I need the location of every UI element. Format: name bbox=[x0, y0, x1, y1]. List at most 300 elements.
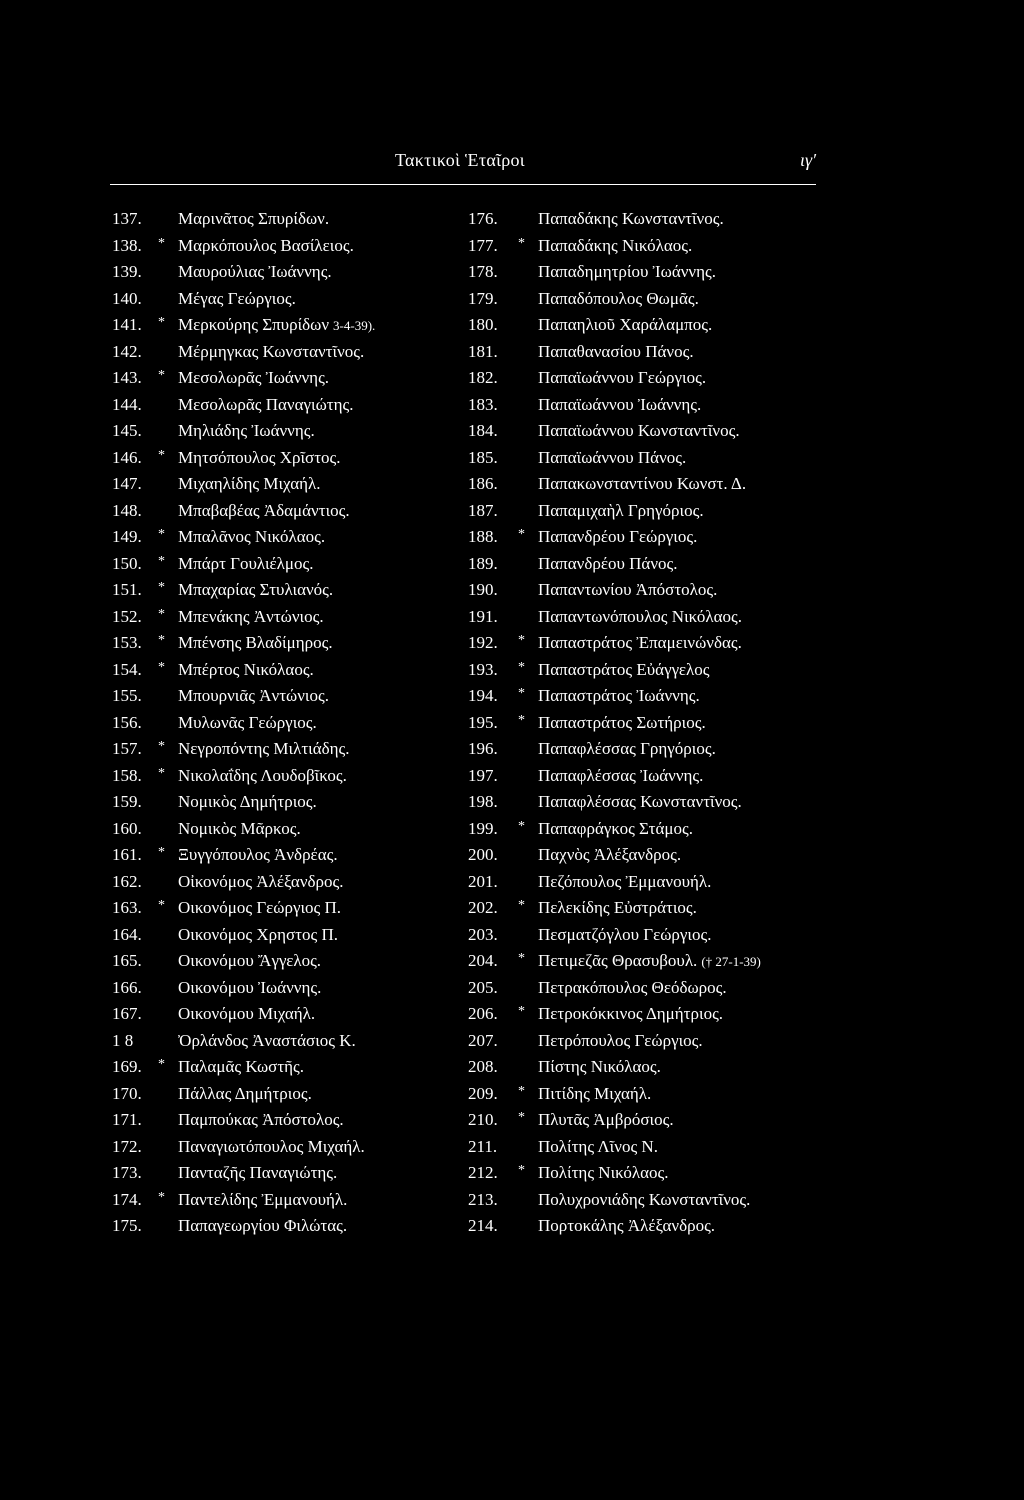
entry-number: 202. bbox=[468, 898, 498, 917]
asterisk-mark: * bbox=[518, 686, 525, 701]
member-name-text: Παπαστράτος Σωτήριος. bbox=[538, 712, 706, 732]
member-name bbox=[538, 312, 716, 340]
member-entry bbox=[468, 1187, 828, 1214]
entry-number: 208. bbox=[468, 1057, 498, 1076]
member-name bbox=[178, 1187, 351, 1215]
member-entry bbox=[112, 365, 472, 392]
member-name bbox=[178, 975, 325, 1003]
member-name bbox=[538, 1160, 672, 1188]
page-header bbox=[110, 150, 816, 178]
member-name-text: Πεσματζόγλου Γεώργιος. bbox=[538, 924, 712, 944]
member-name-text: Πετιμεζᾶς Θρασυβουλ. bbox=[538, 951, 698, 970]
member-entry bbox=[468, 763, 828, 790]
member-name bbox=[538, 1081, 655, 1109]
member-name-text: Παναγιωτόπουλος Μιχαήλ. bbox=[178, 1136, 365, 1156]
member-name bbox=[178, 1001, 319, 1029]
member-name-text: Παχνὸς Ἀλέξανδρος. bbox=[538, 845, 682, 864]
entry-number: 209. bbox=[468, 1083, 498, 1103]
asterisk-mark: * bbox=[158, 633, 165, 648]
asterisk-mark: * bbox=[518, 1163, 525, 1178]
entry-number: 210. bbox=[468, 1110, 498, 1129]
member-name bbox=[178, 922, 342, 950]
member-name bbox=[538, 498, 708, 526]
member-name bbox=[538, 948, 761, 976]
asterisk-mark: * bbox=[518, 818, 525, 834]
member-name-text: Μέγας Γεώργιος. bbox=[178, 288, 296, 308]
entry-number: 144. bbox=[112, 394, 142, 414]
member-name bbox=[538, 1134, 662, 1162]
asterisk-mark: * bbox=[158, 368, 165, 383]
entry-number: 154. bbox=[112, 659, 142, 679]
entry-number: 201. bbox=[468, 871, 498, 891]
asterisk-mark: * bbox=[158, 765, 165, 781]
entry-number: 203. bbox=[468, 924, 498, 944]
member-entry bbox=[112, 392, 472, 419]
asterisk-mark: * bbox=[158, 845, 165, 860]
member-entry bbox=[112, 1001, 472, 1028]
member-name-text: Πολίτης Νικόλαος. bbox=[538, 1163, 669, 1182]
member-entry bbox=[468, 392, 828, 419]
member-name bbox=[178, 445, 345, 473]
member-entry bbox=[112, 1187, 472, 1214]
member-name-text: Οικονόμου Ἰωάννης. bbox=[178, 977, 322, 997]
member-entry bbox=[468, 736, 828, 763]
member-name-text: Μπένσης Βλαδίμηρος. bbox=[178, 633, 333, 652]
entry-number: 195. bbox=[468, 712, 498, 732]
member-name-text: Μυλωνᾶς Γεώργιος. bbox=[178, 712, 317, 732]
member-entry bbox=[112, 445, 472, 472]
member-name-text: Πολυχρονιάδης Κωνσταντῖνος. bbox=[538, 1189, 751, 1209]
entry-number: 207. bbox=[468, 1030, 498, 1050]
member-name bbox=[538, 1001, 727, 1029]
member-name bbox=[538, 922, 716, 950]
member-name-text: Παμπούκας Ἀπόστολος. bbox=[178, 1110, 344, 1129]
member-name bbox=[538, 1213, 719, 1241]
member-name-text: Παντελίδης Ἐμμανουήλ. bbox=[178, 1189, 348, 1209]
entry-number: 149. bbox=[112, 527, 142, 546]
member-name-text: Παπαδάκης Νικόλαος. bbox=[538, 235, 693, 255]
member-name bbox=[178, 869, 348, 897]
member-name bbox=[538, 1028, 707, 1056]
asterisk-mark: * bbox=[518, 1004, 525, 1019]
member-name bbox=[538, 710, 710, 738]
member-entry bbox=[468, 365, 828, 392]
entry-number: 188. bbox=[468, 527, 498, 546]
member-entry bbox=[468, 286, 828, 313]
member-name-text: Νομικὸς Δημήτριος. bbox=[178, 792, 317, 811]
entry-number: 147. bbox=[112, 474, 142, 493]
asterisk-mark: * bbox=[518, 1083, 525, 1099]
member-name-text: Παπακωνσταντίνου Κωνστ. Δ. bbox=[538, 474, 747, 493]
entry-number: 192. bbox=[468, 633, 498, 652]
member-name bbox=[538, 895, 701, 923]
member-name-text: Μπουρνιᾶς Ἀντώνιος. bbox=[178, 686, 329, 705]
members-column-left bbox=[112, 206, 472, 1240]
member-entry bbox=[468, 1081, 828, 1108]
member-name-text: Παπαδημητρίου Ἰωάννης. bbox=[538, 262, 716, 281]
entry-number: 198. bbox=[468, 792, 498, 811]
member-name bbox=[538, 657, 713, 685]
member-name bbox=[178, 1081, 316, 1109]
entry-number: 143. bbox=[112, 368, 142, 387]
member-name bbox=[178, 286, 300, 314]
asterisk-mark: * bbox=[158, 1189, 165, 1205]
asterisk-mark: * bbox=[158, 447, 165, 463]
running-title: Τακτικοὶ Ἑταῖροι bbox=[395, 150, 525, 170]
entry-number: 194. bbox=[468, 686, 498, 705]
entry-number: 173. bbox=[112, 1163, 142, 1182]
entry-number: 167. bbox=[112, 1004, 142, 1023]
member-name bbox=[538, 524, 701, 552]
member-name bbox=[538, 1054, 665, 1082]
entry-note: 3-4-39). bbox=[333, 318, 376, 333]
member-name bbox=[538, 816, 697, 844]
entry-number: 174. bbox=[112, 1189, 142, 1209]
entry-number: 157. bbox=[112, 739, 142, 758]
entry-number: 212. bbox=[468, 1163, 498, 1182]
member-name bbox=[178, 551, 318, 579]
entry-number: 178. bbox=[468, 262, 498, 281]
entry-number: 148. bbox=[112, 500, 142, 520]
entry-number: 153. bbox=[112, 633, 142, 652]
member-name-text: Παπαδόπουλος Θωμᾶς. bbox=[538, 288, 699, 308]
member-name bbox=[178, 365, 333, 393]
entry-number: 165. bbox=[112, 951, 142, 970]
member-name-text: Παπαϊωάννου Ἰωάννης. bbox=[538, 394, 702, 414]
entry-number: 176. bbox=[468, 209, 498, 228]
member-entry bbox=[468, 471, 828, 498]
member-name bbox=[178, 948, 325, 976]
member-entry bbox=[468, 524, 828, 551]
entry-number: 172. bbox=[112, 1136, 142, 1156]
member-name bbox=[538, 604, 746, 632]
member-entry bbox=[468, 789, 828, 816]
member-entry bbox=[112, 312, 472, 339]
entry-number: 145. bbox=[112, 421, 142, 440]
member-name-text: Μηλιάδης Ἰωάννης. bbox=[178, 421, 315, 440]
member-name bbox=[178, 1054, 308, 1082]
member-name-text: Οικονόμου Ἄγγελος. bbox=[178, 951, 322, 970]
member-name-text: Πανταζῆς Παναγιώτης. bbox=[178, 1163, 338, 1182]
member-entry bbox=[468, 1028, 828, 1055]
member-name bbox=[538, 683, 704, 711]
member-name bbox=[178, 789, 321, 817]
member-entry bbox=[112, 524, 472, 551]
asterisk-mark: * bbox=[518, 898, 525, 913]
member-name bbox=[538, 418, 744, 446]
member-name bbox=[538, 975, 731, 1003]
member-entry bbox=[112, 975, 472, 1002]
member-entry bbox=[112, 763, 472, 790]
member-name-text: Παπαϊωάννου Γεώργιος. bbox=[538, 368, 707, 387]
member-name bbox=[538, 630, 746, 658]
member-entry bbox=[112, 604, 472, 631]
entry-number: 159. bbox=[112, 792, 142, 811]
asterisk-mark: * bbox=[158, 580, 165, 595]
member-name bbox=[178, 895, 345, 923]
member-name bbox=[538, 471, 750, 499]
member-entry bbox=[468, 233, 828, 260]
member-name-text: Μπέρτος Νικόλαος. bbox=[178, 659, 314, 679]
member-name-text: Μητσόπουλος Χρῖστος. bbox=[178, 447, 341, 467]
entry-number: 146. bbox=[112, 447, 142, 467]
member-name bbox=[538, 577, 721, 605]
asterisk-mark: * bbox=[518, 659, 525, 675]
member-name-text: Μαυρούλιας Ἰωάννης. bbox=[178, 262, 332, 281]
entry-number: 163. bbox=[112, 898, 142, 917]
member-name-text: Μεσολωρᾶς Παναγιώτης. bbox=[178, 394, 354, 414]
member-entry bbox=[112, 1107, 472, 1134]
member-name bbox=[538, 869, 715, 897]
member-name-text: Πολίτης Λῖνος Ν. bbox=[538, 1136, 658, 1156]
member-entry bbox=[468, 418, 828, 445]
member-entry bbox=[112, 1081, 472, 1108]
member-name bbox=[178, 1028, 360, 1056]
member-name bbox=[538, 392, 705, 420]
entry-number: 137. bbox=[112, 209, 142, 228]
entry-number: 187. bbox=[468, 500, 498, 520]
member-entry bbox=[112, 1028, 472, 1055]
member-name-text: Πιτίδης Μιχαήλ. bbox=[538, 1083, 652, 1103]
member-name bbox=[538, 206, 728, 234]
member-name bbox=[178, 233, 358, 261]
member-name bbox=[538, 1107, 678, 1135]
entry-number: 177. bbox=[468, 235, 498, 255]
member-name-text: Παπαφλέσσας Κωνσταντῖνος. bbox=[538, 792, 742, 811]
member-name bbox=[178, 763, 351, 791]
member-name-text: Παπαγεωργίου Φιλώτας. bbox=[178, 1216, 348, 1235]
member-entry bbox=[112, 233, 472, 260]
entry-number: 166. bbox=[112, 977, 142, 997]
member-name bbox=[538, 842, 685, 870]
asterisk-mark: * bbox=[158, 315, 165, 330]
asterisk-mark: * bbox=[518, 951, 525, 966]
member-entry bbox=[468, 498, 828, 525]
entry-number: 182. bbox=[468, 368, 498, 387]
member-name bbox=[178, 498, 354, 526]
member-name bbox=[178, 842, 342, 870]
member-name-text: Πετρακόπουλος Θεόδωρος. bbox=[538, 977, 727, 997]
member-entry bbox=[468, 445, 828, 472]
member-entry bbox=[112, 1054, 472, 1081]
entry-number: 151. bbox=[112, 580, 142, 599]
entry-number: 141. bbox=[112, 315, 142, 334]
member-name-text: Μπαλᾶνος Νικόλαος. bbox=[178, 527, 326, 546]
asterisk-mark: * bbox=[158, 527, 165, 542]
entry-number: 205. bbox=[468, 977, 498, 997]
entry-number: 190. bbox=[468, 580, 498, 599]
entry-note: († 27-1-39) bbox=[701, 954, 761, 969]
member-name bbox=[178, 206, 333, 234]
entry-number: 197. bbox=[468, 765, 498, 785]
member-name-text: Πετρόπουλος Γεώργιος. bbox=[538, 1030, 703, 1050]
member-entry bbox=[468, 339, 828, 366]
member-name-text: Οικονόμος Γεώργιος Π. bbox=[178, 898, 342, 917]
member-entry bbox=[468, 869, 828, 896]
member-name-text: Παπαντωνόπουλος Νικόλαος. bbox=[538, 606, 742, 626]
member-entry bbox=[468, 259, 828, 286]
member-name-text: Μεσολωρᾶς Ἰωάννης. bbox=[178, 368, 330, 387]
member-name-text: Νικολαΐδης Λουδοβῖκος. bbox=[178, 765, 347, 785]
member-name bbox=[538, 339, 698, 367]
member-entry bbox=[112, 869, 472, 896]
member-name-text: Παπαφράγκος Στάμος. bbox=[538, 818, 693, 838]
entry-number: 200. bbox=[468, 845, 498, 864]
member-name-text: Πλυτᾶς Ἀμβρόσιος. bbox=[538, 1110, 674, 1129]
member-name bbox=[178, 339, 368, 367]
member-name-text: Μιχαηλίδης Μιχαήλ. bbox=[178, 474, 321, 493]
asterisk-mark: * bbox=[158, 739, 165, 754]
entry-number: 156. bbox=[112, 712, 142, 732]
entry-number: 161. bbox=[112, 845, 142, 864]
asterisk-mark: * bbox=[158, 659, 165, 675]
entry-number: 204. bbox=[468, 951, 498, 970]
header-rule bbox=[110, 184, 816, 185]
member-name-text: Πελεκίδης Εὐστράτιος. bbox=[538, 898, 697, 917]
member-name bbox=[178, 1160, 341, 1188]
entry-number: 150. bbox=[112, 553, 142, 573]
member-entry bbox=[468, 842, 828, 869]
entry-number: 175. bbox=[112, 1216, 142, 1235]
member-entry bbox=[112, 683, 472, 710]
member-name-text: Μπάρτ Γουλιέλμος. bbox=[178, 553, 314, 573]
asterisk-mark: * bbox=[158, 1057, 165, 1072]
member-entry bbox=[468, 816, 828, 843]
member-name-text: Παπαστράτος Ἐπαμεινώνδας. bbox=[538, 633, 742, 652]
member-entry bbox=[468, 922, 828, 949]
asterisk-mark: * bbox=[158, 235, 165, 251]
member-entry bbox=[112, 1213, 472, 1240]
asterisk-mark: * bbox=[518, 633, 525, 648]
entry-number: 162. bbox=[112, 871, 142, 891]
member-name-text: Μαρινᾶτος Σπυρίδων. bbox=[178, 209, 330, 228]
member-entry bbox=[468, 1054, 828, 1081]
entry-number: 193. bbox=[468, 659, 498, 679]
member-name bbox=[178, 577, 337, 605]
member-name-text: Μερκούρης Σπυρίδων bbox=[178, 315, 330, 334]
member-name bbox=[538, 286, 703, 314]
member-name-text: Παπαφλέσσας Ἰωάννης. bbox=[538, 765, 704, 785]
member-name bbox=[178, 392, 357, 420]
member-name-text: Παπανδρέου Πάνος. bbox=[538, 553, 678, 573]
member-entry bbox=[468, 206, 828, 233]
entry-number: 214. bbox=[468, 1216, 498, 1235]
member-name bbox=[178, 710, 321, 738]
member-entry bbox=[112, 471, 472, 498]
member-entry bbox=[112, 259, 472, 286]
member-name-text: Πάλλας Δημήτριος. bbox=[178, 1083, 312, 1103]
entry-number: 171. bbox=[112, 1110, 142, 1129]
members-column-right bbox=[468, 206, 828, 1240]
member-name-text: Παπαϊωάννου Πάνος. bbox=[538, 447, 687, 467]
member-entry bbox=[468, 1001, 828, 1028]
member-name-text: Παπαντωνίου Ἀπόστολος. bbox=[538, 580, 718, 599]
member-name bbox=[178, 471, 325, 499]
entry-number: 186. bbox=[468, 474, 498, 493]
member-name bbox=[178, 683, 333, 711]
member-name-text: Μπενάκης Ἀντώνιος. bbox=[178, 606, 324, 626]
entry-number: 189. bbox=[468, 553, 498, 573]
entry-number: 170. bbox=[112, 1083, 142, 1103]
member-name bbox=[538, 736, 720, 764]
page-number: ιγ′ bbox=[799, 150, 816, 170]
entry-number: 184. bbox=[468, 421, 498, 440]
entry-number: 164. bbox=[112, 924, 142, 944]
asterisk-mark: * bbox=[518, 1110, 525, 1125]
asterisk-mark: * bbox=[158, 898, 165, 913]
member-entry bbox=[112, 206, 472, 233]
member-entry bbox=[112, 736, 472, 763]
member-name-text: Μαρκόπουλος Βασίλειος. bbox=[178, 235, 354, 255]
entry-number: 169. bbox=[112, 1057, 142, 1076]
member-name-text: Μπαχαρίας Στυλιανός. bbox=[178, 580, 334, 599]
member-entry bbox=[112, 895, 472, 922]
asterisk-mark: * bbox=[158, 606, 165, 622]
member-name-text: Παπαφλέσσας Γρηγόριος. bbox=[538, 739, 716, 758]
member-name bbox=[178, 418, 319, 446]
entry-number: 183. bbox=[468, 394, 498, 414]
member-entry bbox=[468, 895, 828, 922]
member-name-text: Οικονόμος Χρηστος Π. bbox=[178, 924, 338, 944]
entry-number: 180. bbox=[468, 315, 498, 334]
member-entry bbox=[468, 948, 828, 975]
member-name-text: Νεγροπόντης Μιλτιάδης. bbox=[178, 739, 350, 758]
member-entry bbox=[468, 604, 828, 631]
member-entry bbox=[468, 975, 828, 1002]
member-name bbox=[538, 259, 720, 287]
entry-number: 140. bbox=[112, 288, 142, 308]
member-name-text: Πεζόπουλος Ἐμμανουήλ. bbox=[538, 871, 712, 891]
member-name bbox=[538, 789, 746, 817]
member-name-text: Οικονόμου Μιχαήλ. bbox=[178, 1004, 316, 1023]
member-entry bbox=[112, 551, 472, 578]
entry-number: 213. bbox=[468, 1189, 498, 1209]
member-entry bbox=[468, 710, 828, 737]
member-name-text: Παπανδρέου Γεώργιος. bbox=[538, 527, 698, 546]
member-entry bbox=[112, 710, 472, 737]
entry-number: 155. bbox=[112, 686, 142, 705]
member-name-text: Παπαδάκης Κωνσταντῖνος. bbox=[538, 209, 724, 228]
member-name-text: Μπαβαβέας Ἀδαμάντιος. bbox=[178, 500, 350, 520]
member-name bbox=[538, 365, 710, 393]
asterisk-mark: * bbox=[518, 235, 525, 251]
member-name bbox=[178, 657, 318, 685]
member-name bbox=[538, 763, 707, 791]
member-entry bbox=[112, 1134, 472, 1161]
member-name bbox=[178, 1134, 369, 1162]
member-entry bbox=[112, 657, 472, 684]
member-name-text: Νομικὸς Μᾶρκος. bbox=[178, 818, 301, 838]
asterisk-mark: * bbox=[518, 527, 525, 542]
member-name-text: Παπαμιχαὴλ Γρηγόριος. bbox=[538, 500, 704, 520]
entry-number: 191. bbox=[468, 606, 498, 626]
member-entry bbox=[112, 948, 472, 975]
member-name-text: Πετροκόκκινος Δημήτριος. bbox=[538, 1004, 724, 1023]
entry-number: 142. bbox=[112, 341, 142, 361]
member-entry bbox=[112, 842, 472, 869]
member-name-text: Παπαηλιοῦ Χαράλαμπος. bbox=[538, 315, 713, 334]
entry-number: 185. bbox=[468, 447, 498, 467]
member-name-text: Παπαστράτος Εὐάγγελος bbox=[538, 659, 710, 679]
entry-number: 158. bbox=[112, 765, 142, 785]
member-entry bbox=[468, 1107, 828, 1134]
entry-number: 199. bbox=[468, 818, 498, 838]
member-entry bbox=[468, 577, 828, 604]
member-name-text: Ξυγγόπουλος Ἀνδρέας. bbox=[178, 845, 338, 864]
member-name-text: Πορτοκάλης Ἀλέξανδρος. bbox=[538, 1216, 716, 1235]
entry-number: 211. bbox=[468, 1136, 498, 1156]
member-name-text: Παπαϊωάννου Κωνσταντῖνος. bbox=[538, 421, 740, 440]
